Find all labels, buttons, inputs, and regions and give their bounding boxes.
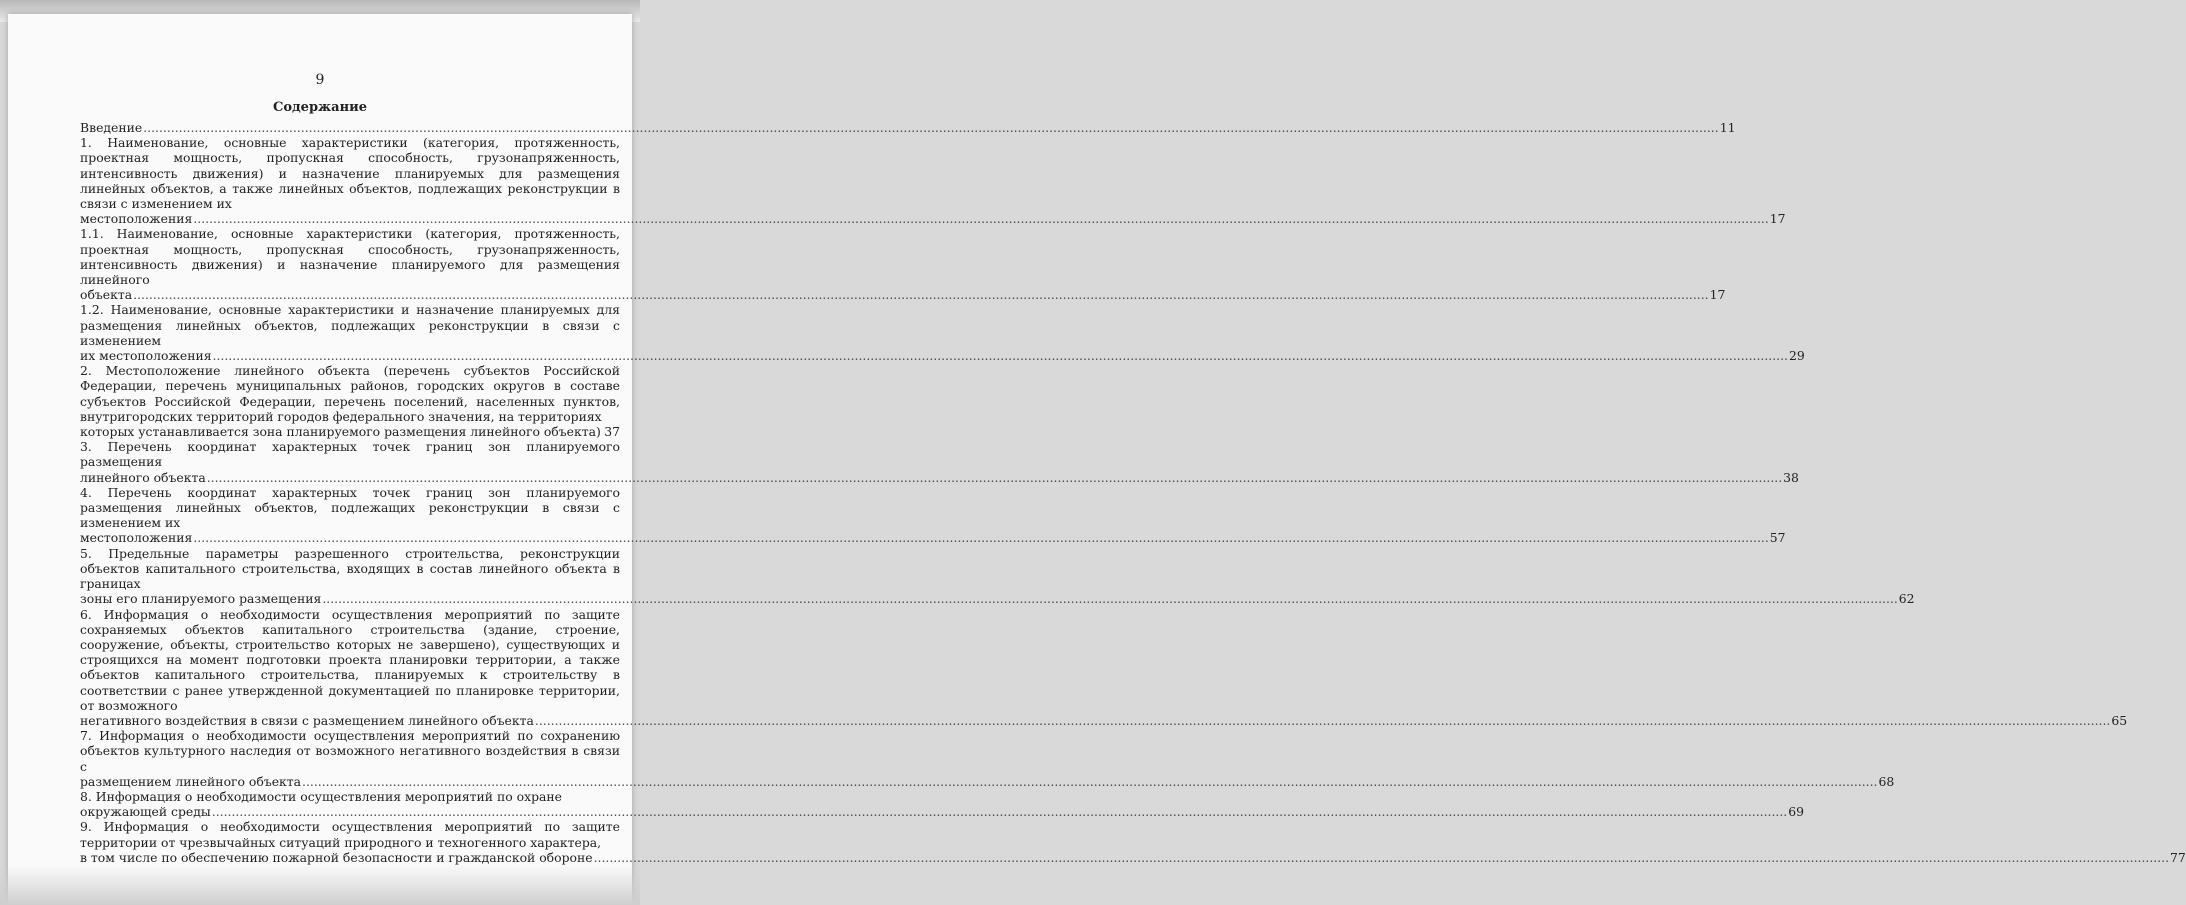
toc-leader-dots: ................................................................................................................................................................................................................................................................................................................................................................................................................: [212, 348, 1788, 364]
toc-item-text: 1.2. Наименование, основные характеристики и назначение планируемых для размещения линейных объектов, подлежащих реконструкции в связи с изменением: [80, 302, 620, 348]
toc-item[interactable]: [80, 302, 1805, 364]
toc-page-number: 68: [1878, 773, 1895, 789]
toc-item-label: которых устанавливается зона планируемого размещения линейного объекта): [80, 424, 601, 440]
toc-title: Содержание: [272, 100, 368, 115]
toc-item-last-line: [80, 211, 1786, 227]
scan-bottom-edge: [0, 865, 640, 905]
toc-item-text: 8. Информация о необходимости осуществления мероприятий по охране: [80, 788, 562, 804]
toc-item-label: линейного объекта: [80, 469, 206, 485]
table-of-contents: [80, 120, 2186, 865]
toc-leader-dots: ................................................................................................................................................................................................................................................................................................................................................................................................................: [593, 849, 2170, 865]
toc-item-last-line: [80, 591, 1915, 607]
toc-item-last-line: [80, 287, 1726, 303]
toc-item[interactable]: [80, 120, 1736, 135]
toc-leader-dots: ................................................................................................................................................................................................................................................................................................................................................................................................................: [302, 773, 1878, 789]
toc-item-last-line: [80, 773, 1895, 789]
toc-item-last-line: [80, 348, 1805, 364]
toc-item-last-line: [80, 804, 1804, 820]
toc-item-text: 1.1. Наименование, основные характеристики (категория, протяженность, проектная мощность, пропускная способность, грузонапряженность, интенсивность движения) и назначение планируемого для размещения линейного: [80, 226, 620, 288]
toc-item-last-line: [80, 849, 2186, 865]
toc-page-number: 17: [1769, 211, 1786, 227]
toc-page-number: 65: [2111, 712, 2128, 728]
toc-leader-dots: ................................................................................................................................................................................................................................................................................................................................................................................................................: [211, 804, 1788, 820]
toc-item[interactable]: [80, 226, 1726, 303]
toc-item-label: Введение: [80, 120, 143, 135]
toc-item-label: их местоположения: [80, 348, 212, 364]
toc-item[interactable]: [80, 606, 2128, 729]
toc-page-number: 57: [1769, 530, 1786, 546]
toc-item-last-line: [80, 530, 1786, 546]
toc-page-number: 62: [1898, 591, 1915, 607]
toc-item[interactable]: [80, 545, 1915, 607]
toc-leader-dots: ................................................................................................................................................................................................................................................................................................................................................................................................................: [143, 120, 1719, 135]
document-page: [8, 14, 2186, 905]
toc-item-label: в том числе по обеспечению пожарной безопасности и гражданской обороне: [80, 849, 593, 865]
toc-item-label: негативного воздействия в связи с размещением линейного объекта: [80, 712, 534, 728]
toc-item[interactable]: [80, 135, 1786, 227]
toc-item[interactable]: [80, 819, 2186, 865]
toc-item-text: 5. Предельные параметры разрешенного строительства, реконструкции объектов капитального строительства, входящих в состав линейного объекта в границах: [80, 545, 620, 592]
toc-page-number: 17: [1709, 287, 1726, 303]
toc-item-text: 9. Информация о необходимости осуществления мероприятий по защите территории от чрезвычайных ситуаций природного и техногенного характера,: [80, 819, 620, 850]
toc-item-text: 3. Перечень координат характерных точек границ зон планируемого размещения: [80, 439, 620, 470]
toc-item-label: местоположения: [80, 211, 193, 227]
toc-item-last-line: [80, 424, 620, 439]
toc-page-number: 38: [1783, 469, 1799, 485]
toc-item-label: объекта: [80, 287, 133, 303]
toc-item-last-line: [80, 469, 1799, 485]
toc-item[interactable]: [80, 788, 1804, 820]
toc-item-text: 1. Наименование, основные характеристики (категория, протяженность, проектная мощность, пропускная способность, грузонапряженность, интенсивность движения) и назначение планируемых для размещения линейных объектов, а также линейных объектов, подлежащих реконструкции в связи с изменением их: [80, 135, 620, 212]
toc-page-number: 29: [1788, 348, 1805, 364]
toc-item-text: 4. Перечень координат характерных точек границ зон планируемого размещения линейных объектов, подлежащих реконструкции в связи с изменением их: [80, 484, 620, 531]
toc-item-text: 2. Местоположение линейного объекта (перечень субъектов Российской Федерации, перечень муниципальных районов, городских округов в составе субъектов Российской Федерации, перечень поселений, населенных пунктов, внутригородских территорий городов федерального значения, на территориях: [80, 363, 620, 424]
toc-page-number: 69: [1788, 804, 1804, 820]
toc-item-last-line: [80, 712, 2128, 728]
toc-leader-dots: ................................................................................................................................................................................................................................................................................................................................................................................................................: [193, 211, 1769, 227]
toc-item-label: окружающей среды: [80, 804, 211, 820]
page-number: 9: [315, 72, 325, 88]
toc-leader-dots: ................................................................................................................................................................................................................................................................................................................................................................................................................: [206, 469, 1783, 485]
toc-item[interactable]: [80, 439, 1799, 485]
toc-page-number: 11: [1719, 120, 1736, 135]
toc-item[interactable]: [80, 484, 1786, 546]
toc-item-text: 7. Информация о необходимости осуществления мероприятий по сохранению объектов культурного наследия от возможного негативного воздействия в связи с: [80, 728, 620, 774]
toc-page-number: 37: [604, 424, 620, 440]
toc-item[interactable]: [80, 363, 620, 439]
toc-item-label: зоны его планируемого размещения: [80, 591, 322, 607]
toc-item-label: размещением линейного объекта: [80, 773, 302, 789]
toc-leader-dots: ................................................................................................................................................................................................................................................................................................................................................................................................................: [534, 712, 2111, 728]
toc-page-number: 77: [2170, 849, 2186, 865]
toc-leader-dots: ................................................................................................................................................................................................................................................................................................................................................................................................................: [322, 591, 1898, 607]
toc-leader-dots: ................................................................................................................................................................................................................................................................................................................................................................................................................: [133, 287, 1709, 303]
toc-item-label: местоположения: [80, 530, 193, 546]
toc-leader-dots: ................................................................................................................................................................................................................................................................................................................................................................................................................: [193, 530, 1769, 546]
toc-leader-dots: [602, 424, 603, 439]
toc-item-last-line: [80, 120, 1736, 135]
toc-item-text: 6. Информация о необходимости осуществления мероприятий по защите сохраняемых объектов капитального строительства (здание, строение, сооружение, объекты, строительство которых не завершено), существующих и строящихся на момент подготовки проекта планировки территории, а также объектов капитального строительства, планируемых к строительству в соответствии с ранее утвержденной документацией по планировке территории, от возможного: [80, 606, 620, 713]
toc-item[interactable]: [80, 728, 1895, 789]
